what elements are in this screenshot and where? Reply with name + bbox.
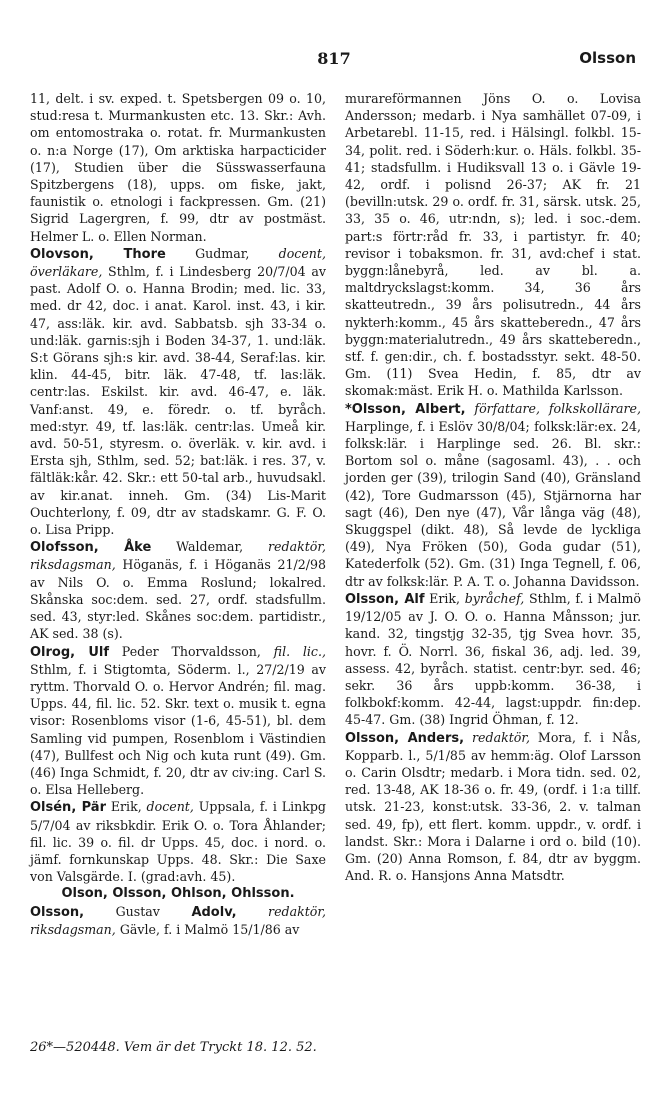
entry-olovson-thore — [30, 245, 326, 538]
entry-occupation: docent, överläkare, — [30, 245, 326, 280]
entry-name: Olsén, Pär — [30, 800, 106, 816]
entry-occupation: redaktör, — [472, 729, 530, 745]
entry-given-names — [464, 730, 472, 745]
printer-footer: 26*—520448. Vem är det Tryckt 18. 12. 52. — [30, 1040, 317, 1055]
entry-given-names: Waldemar, — [151, 539, 269, 555]
entry-occupation: redaktör, riksdagsman, — [30, 903, 327, 937]
entry-name: Olsson, Alf — [345, 591, 425, 607]
entry-occupation: författare, folkskollärare, — [474, 400, 641, 416]
entry-given-names: Erik, — [424, 590, 465, 606]
entry-name: Olsson, Anders, — [345, 730, 465, 746]
section-heading: Olson, Olsson, Ohlson, Ohlsson. — [61, 886, 295, 902]
entry-text: 11, delt. i sv. exped. t. Spetsbergen 09 o. 10, stud:resa t. Murmankusten etc. 13. Skr.: Avh. om entomostraka o. rotat. fr. Murmankusten o. n:a Norge (17), Om arktiska harpacticider (17), Studien über die Süsswasserfauna Spitzbergens (18), upps. om fiske, jakt, faunistik o. etnologi i fackpressen. Gm. (21) Sigrid Lagergren, f. 99, dtr av postmäst. Helmer L. o. Ellen Norman. — [30, 91, 326, 244]
entry-given-names: Gudmar, — [165, 245, 279, 261]
entry-text: Gävle, f. i Malmö 15/1/86 av — [115, 921, 300, 937]
page-number: 817 — [317, 49, 351, 68]
entry-text: Sthlm, f. i Lindesberg 20/7/04 av past. Adolf O. o. Hanna Brodin; med. lic. 33, med. dr 42, doc. i anat. Karol. inst. 43, i kir. 47, ass:läk. kir. avd. Sabbatsb. sjh 33-34 o. und:läk. garnis:sjh i Boden 34-37, 1. und:läk. S:t Görans sjh:s kir. avd. 38-44, Seraf:las. kir. klin. 44-45, bitr. läk. 47-48, tf. las:läk. centr:las. Eskilst. kir. avd. 46-47, e. läk. Vanf:anst. 49, e. föredr. o. tf. byråch. med:styr. 49, tf. las:läk. centr:las. Umeå kir. avd. 50-51, styresm. o. överläk. v. kir. avd. i Ersta sjh, Sthlm, sed. 52; bat:läk. i res. 37, v. fältläk:kår. 42. Skr.: ett 50-tal arb., huvudsakl. av kir.anat. inneh. Gm. (34) Lis-Marit Ouchterlony, f. 09, dtr av stadskamr. G. F. O. o. Lisa Pripp. — [30, 264, 326, 538]
entry-occupation: docent, — [146, 799, 194, 815]
entry-name: *Olsson, Albert, — [345, 401, 466, 417]
page-header — [32, 49, 636, 75]
left-column — [30, 90, 326, 938]
entry-name: Olofsson, Åke — [30, 540, 152, 556]
entry-name: Olsson, — [30, 904, 85, 920]
entry-occupation: fil. lic., — [273, 643, 326, 659]
entry-olsson-anders — [345, 729, 641, 885]
running-head: Olsson — [579, 49, 636, 67]
entry-olrog-ulf — [30, 643, 326, 799]
entry-occupation: redaktör, riksdagsman, — [30, 539, 326, 573]
entry-given-names: Erik, — [105, 799, 147, 815]
entry-olsson-gustav-adolv — [30, 903, 326, 938]
entry-olsson-albert — [345, 400, 641, 590]
entry-name: Olrog, Ulf — [30, 644, 110, 660]
entry-olofsson-ake — [30, 538, 326, 642]
entry-name-second: Adolv, — [191, 904, 237, 920]
entry-text: Mora, f. i Nås, Kopparb. l., 5/1/85 av hemm:äg. Olof Larsson o. Carin Olsdtr; medarb. i Mora tidn. sed. 02, red. 13-48, AK 18-36 o. fr. 49, (ordf. i 1:a tillf. utsk. 21-23, konst:utsk. 33-36, 2. v. talman sed. 49, fp), ett flert. komm. uppdr., v. ordf. i landst. Skr.: Mora i Dalarne i ord o. bild (10). Gm. (20) Anna Romson, f. 84, dtr av byggm. And. R. o. Hansjons Anna Matsdtr. — [345, 729, 641, 884]
entry-name: Olovson, Thore — [30, 246, 166, 262]
entry-text: Uppsala, f. i Linkpg 5/7/04 av riksbkdir. Erik O. o. Tora Åhlander; fil. lic. 39 o. fil. dr Upps. 45, doc. i nord. o. jämf. fornkunskap Upps. 48. Skr.: Die Saxe von Valsgärde. I. (grad:avh. 45). — [30, 799, 326, 885]
entry-occupation: byråchef, — [464, 590, 525, 606]
entry-text: Sthlm, f. i Malmö 19/12/05 av J. O. O. o. Hanna Månsson; jur. kand. 32, tingstjg 32-35, tjg Svea hovr. 35, hovr. f. Ö. Norrl. 36, fiskal 36, adj. led. 39, assess. 42, byråch. statist. centr:byr. sed. 46; sekr. 36 års uppb:komm. 36-38, i folkbokf:komm. 42-44, lagst:uppdr. fin:dep. 45-47. Gm. (38) Ingrid Öhman, f. 12. — [345, 590, 642, 728]
entry-text: Höganäs, f. i Höganäs 21/2/98 av Nils O. o. Emma Roslund; lokalred. Skånska soc:dem. sed. 27, ordf. stadsfullm. sed. 43, styr:led. Skånes soc:dem. partidistr., AK sed. 38 (s). — [30, 557, 326, 642]
entry-continued — [30, 90, 326, 245]
entry-text: Harplinge, f. i Eslöv 30/8/04; folksk:lär:ex. 24, folksk:lär. i Harplinge sed. 26. Bl. skr.: Bortom sol o. måne (sagosaml. 43), . . och jorden ger (39), trilogin Sand (40), Gränsland (42), Tore Gudmarsson (45), Stjärnorna har sagt (46), Den nye (47), Vår långa väg (48), Skuggspel (dikt. 48), Så levde de lyckliga (49), Nya Fröken (50), Goda gudar (51), Katederfolk (52). Gm. (31) Inga Tegnell, f. 06, dtr av folksk:lär. P. A. T. o. Johanna Davidsson. — [345, 418, 641, 589]
right-column — [345, 90, 641, 884]
entry-given-names: Gustav — [84, 903, 192, 919]
entry-olsen-par — [30, 798, 326, 885]
entry-given-names: Peder Thorvaldsson, — [109, 643, 274, 659]
entry-olsson-alf — [345, 590, 641, 729]
entry-text: Sthlm, f. i Stigtomta, Söderm. l., 27/2/19 av ryttm. Thorvald O. o. Hervor Andrén; fil. mag. Upps. 44, fil. lic. 52. Skr. text o. musik t. egna visor: Rosenbloms visor (1-6, 45-51), bl. dem Samling vid pumpen, Rosenblom i Västindien (47), Bullfest och Nig och kuta runt (49). Gm. (46) Inga Schmidt, f. 20, dtr av civ:ing. Carl S. o. Elsa Helleberg. — [30, 661, 326, 798]
entry-continued — [345, 90, 641, 400]
entry-text: murareförmannen Jöns O. o. Lovisa Andersson; medarb. i Nya samhället 07-09, i Arbetarebl. 11-15, red. i Hälsingl. folkbl. 15-34, polit. red. i Söderh:kur. o. Häls. folkbl. 35-41; stadsfullm. i Hudiksvall 13 o. i Gävle 19-42, ordf. i polisnd 26-37; AK fr. 21 (bevilln:utsk. 29 o. ordf. fr. 31, särsk. utsk. 25, 33, 35 o. 46, utr:ndn, s); led. i soc.-dem. part:s förtr:råd fr. 33, i partistyr. fr. 40; revisor i tobaksmon. fr. 31, avd:chef i stat. byggn:lånebyrå, led. av bl. a. maltdryckslagst:komm. 34, 36 års skatteutredn., 39 års polisutredn., 44 års nykterh:komm., 45 års skatteberedn., 47 års byggn:materialutredn., 49 års skatteberedn., stf. f. gen:dir., ch. f. bostadsstyr. sekt. 48-50. Gm. (11) Svea Hedin, f. 85, dtr av skomak:mäst. Erik H. o. Mathilda Karlsson. — [345, 91, 641, 399]
